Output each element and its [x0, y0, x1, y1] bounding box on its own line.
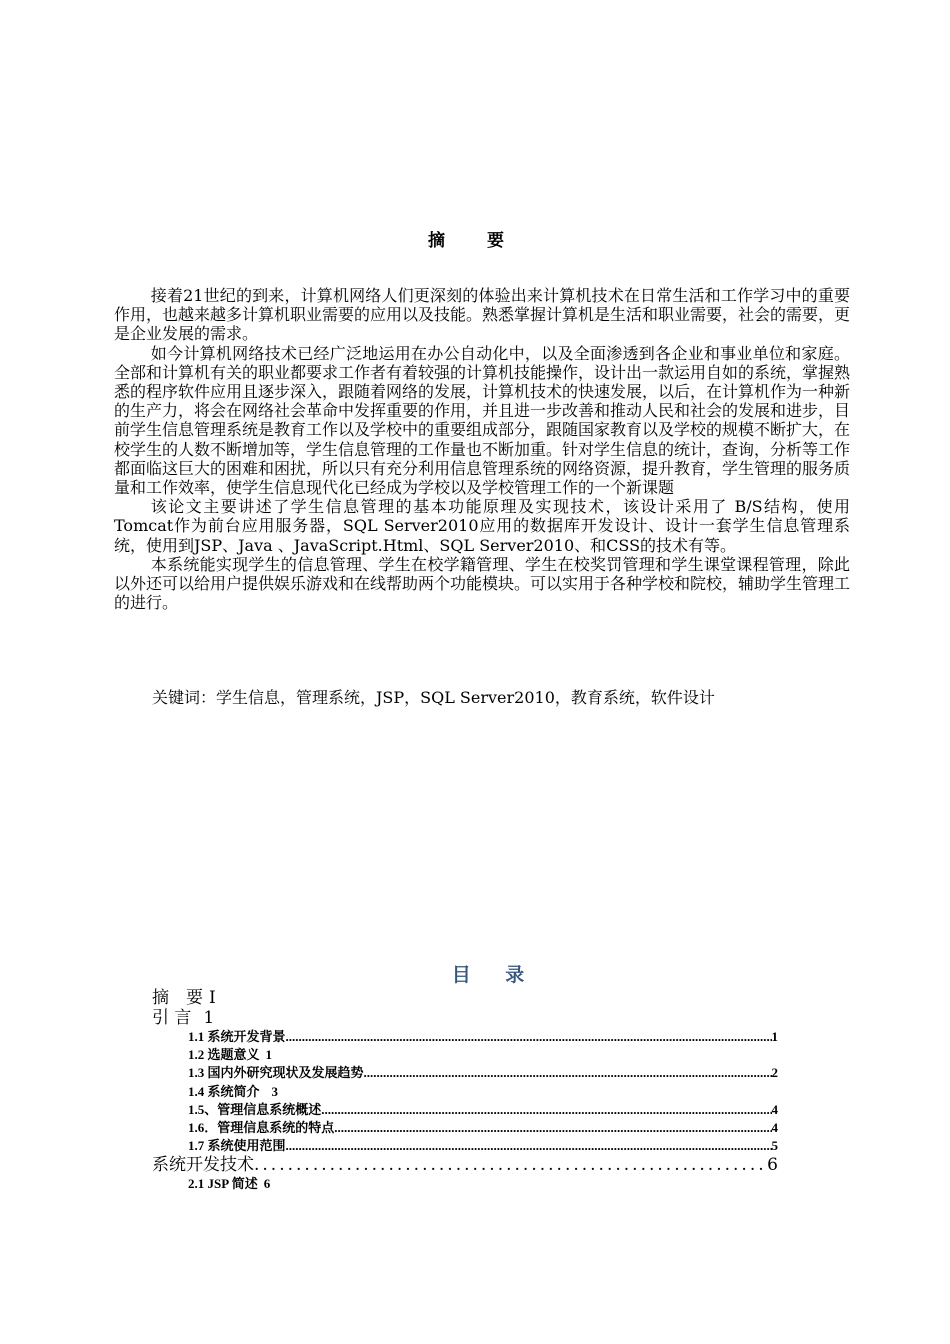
toc-entry-text: 2.1 JSP 简述 [188, 1176, 258, 1192]
toc-entry-page: 4 [771, 1120, 778, 1136]
toc-entry[interactable] [152, 1101, 778, 1119]
toc-entry[interactable] [152, 1119, 778, 1137]
toc-entry-page: 6 [767, 1155, 778, 1176]
toc-entry[interactable] [152, 1064, 778, 1082]
toc-entry-text: 1.4 系统简介 [188, 1083, 260, 1099]
abstract-title: 摘 要 [428, 231, 522, 251]
abstract-paragraph: 该论文主要讲述了学生信息管理的基本功能原理及实现技术，该设计采用了 B/S结构，使用Tomcat作为前台应用服务器，SQL Server2010应用的数据库开发设计、设计一套学生信息管理系统，使用到JSP、Java 、JavaScript.Html、SQL Server2010、和CSS的技术有等。 [114, 497, 850, 555]
toc-entry-page: 1 [203, 1008, 215, 1028]
toc-entry-page: 6 [263, 1176, 271, 1192]
toc-entry-page: 2 [771, 1065, 778, 1081]
toc-entry-text: 系统开发技术 [152, 1155, 254, 1176]
toc-leader [286, 1137, 772, 1155]
abstract-body [114, 286, 850, 612]
toc-title: 目 录 [451, 964, 539, 986]
toc-entry-text: 引 言 [152, 1008, 192, 1028]
toc-entry-page: 1 [265, 1047, 273, 1063]
toc-entry-page: 4 [771, 1101, 778, 1117]
abstract-paragraph: 本系统能实现学生的信息管理、学生在校学籍管理、学生在校奖罚管理和学生课堂课程管理，除此以外还可以给用户提供娱乐游戏和在线帮助两个功能模块。可以实用于各种学校和院校，辅助学生管理工的进行。 [114, 554, 851, 613]
toc-entry-text: 摘 要 [152, 988, 203, 1008]
toc-entry-page: 5 [771, 1138, 778, 1154]
toc-leader [286, 1028, 772, 1046]
toc-entry[interactable] [152, 988, 778, 1008]
toc-entry-text: 1.2 选题意义 [188, 1047, 260, 1063]
toc-entry-text: 1.1 系统开发背景 [188, 1029, 286, 1044]
toc-leader [254, 1155, 767, 1175]
toc-entry[interactable] [152, 1008, 778, 1028]
toc-entry-page: 1 [771, 1029, 778, 1044]
toc-leader [334, 1119, 771, 1137]
abstract-paragraph: 接着21世纪的到来，计算机网络人们更深刻的体验出来计算机技术在日常生活和工作学习中的重要作用，也越来越多计算机职业需要的应用以及技能。熟悉掌握计算机是生活和职业需要，社会的需要，更是企业发展的需求。 [114, 286, 851, 344]
toc-entry[interactable] [152, 1137, 778, 1155]
toc-entry[interactable] [152, 1155, 778, 1175]
toc-entry-page: 3 [271, 1083, 279, 1099]
toc-entry[interactable] [152, 1028, 778, 1046]
toc-leader [321, 1101, 771, 1119]
table-of-contents [152, 988, 778, 1194]
toc-entry-text: 1.3 国内外研究现状及发展趋势 [188, 1065, 364, 1081]
toc-leader [364, 1064, 772, 1082]
toc-entry[interactable] [152, 1083, 778, 1101]
toc-entry[interactable] [152, 1175, 778, 1193]
toc-entry-text: 1.5、管理信息系统概述 [188, 1101, 322, 1117]
abstract-paragraph: 如今计算机网络技术已经广泛地运用在办公自动化中，以及全面渗透到各企业和事业单位和家庭。全部和计算机有关的职业都要求工作者有着较强的计算机技能操作，设计出一款运用自如的系统，掌握熟悉的程序软件应用且逐步深入，跟随着网络的发展，计算机技术的快速发展，以后，在计算机作为一种新的生产力，将会在网络社会革命中发挥重要的作用，并且进一步改善和推动人民和社会的发展和进步，目前学生信息管理系统是教育工作以及学校中的重要组成部分，跟随国家教育以及学校的规模不断扩大，在校学生的人数不断增加等，学生信息管理的工作量也不断加重。针对学生信息的统计，查询，分析等工作都面临这巨大的困难和困扰，所以只有充分利用信息管理系统的网络资源，提升教育，学生管理的服务质量和工作效率，使学生信息现代化已经成为学校以及学校管理工作的一个新课题 [114, 343, 851, 498]
toc-entry[interactable] [152, 1046, 778, 1064]
keywords-line: 关键词：学生信息，管理系统，JSP，SQL Server2010，教育系统，软件设计 [152, 688, 715, 707]
toc-entry-page: I [209, 988, 216, 1008]
toc-entry-text: 1.7 系统使用范围 [188, 1138, 286, 1154]
toc-entry-text: 1.6．管理信息系统的特点 [188, 1120, 335, 1136]
